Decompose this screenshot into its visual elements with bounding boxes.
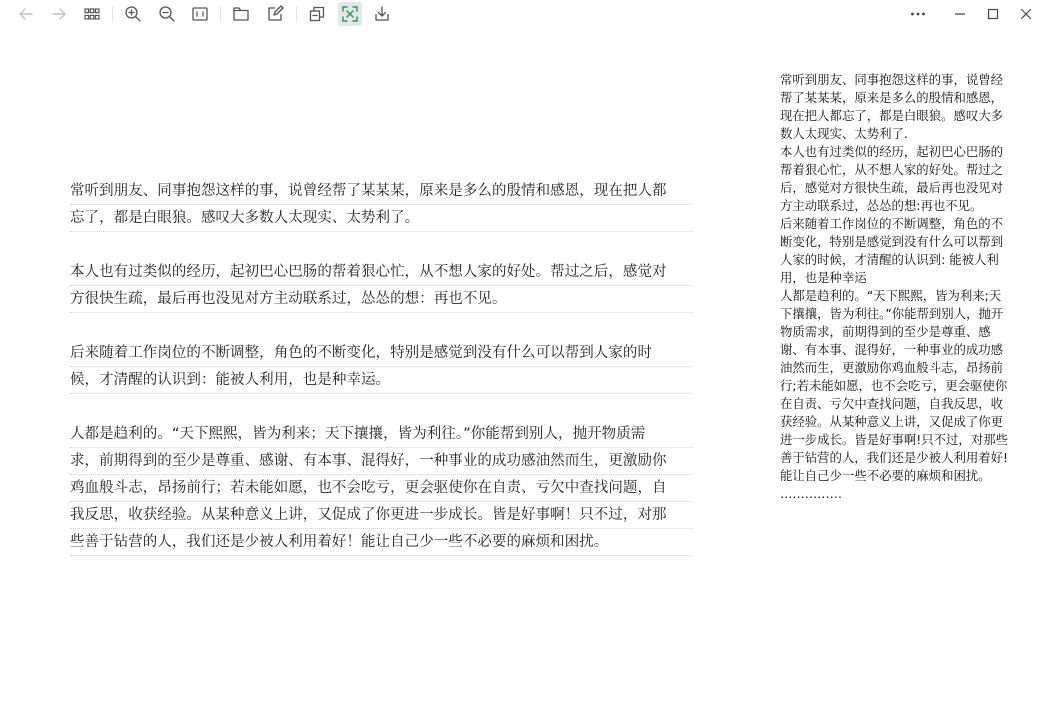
folder-icon[interactable] xyxy=(229,2,253,26)
preview-line: 后来随着工作岗位的不断调整，角色的不 xyxy=(780,216,1004,231)
fit-screen-icon[interactable] xyxy=(338,2,362,26)
zoom-out-icon[interactable] xyxy=(155,2,179,26)
edit-icon[interactable] xyxy=(263,2,287,26)
toolbar-divider xyxy=(296,6,297,22)
preview-pane xyxy=(780,71,1042,503)
paragraph xyxy=(70,421,692,556)
preview-line: …………… xyxy=(780,486,842,501)
grid-icon[interactable] xyxy=(80,2,104,26)
preview-line: 现在把人都忘了，都是白眼狼。感叹大多 xyxy=(780,108,1004,123)
text-line: 忘了，都是白眼狼。感叹大多数人太现实、太势利了。 xyxy=(70,205,692,232)
preview-line: 善于钻营的人，我们还是少被人利用着好! xyxy=(780,450,1008,465)
fit-width-icon[interactable] xyxy=(188,2,212,26)
toolbar-divider xyxy=(220,6,221,22)
preview-line: 后，感觉对方很快生疏，最后再也没见对 xyxy=(780,180,1004,195)
preview-line: 油然而生，更激励你鸡血般斗志，昂扬前 xyxy=(780,360,1004,375)
preview-line: 谢、有本事、混得好，一种事业的成功感 xyxy=(780,342,1004,357)
preview-line: 用，也是种幸运 xyxy=(780,270,867,285)
close-icon[interactable] xyxy=(1014,2,1038,26)
text-line: 后来随着工作岗位的不断调整，角色的不断变化，特别是感觉到没有什么可以帮到人家的时 xyxy=(70,340,692,367)
paragraph xyxy=(70,178,692,232)
preview-line: 常听到朋友、同事抱怨这样的事，说曾经 xyxy=(780,72,1004,87)
text-line: 方很快生疏，最后再也没见对方主动联系过，怂怂的想：再也不见。 xyxy=(70,286,692,313)
download-icon[interactable] xyxy=(370,2,394,26)
text-line: 我反思，收获经验。从某种意义上讲，又促成了你更进一步成长。皆是好事啊！只不过，对那 xyxy=(70,502,692,529)
preview-line: 帮了某某某，原来是多么的殷情和感恩， xyxy=(780,90,1004,105)
preview-line: 物质需求，前期得到的至少是尊重、感 xyxy=(780,324,991,339)
preview-line: 行;若未能如愿，也不会吃亏，更会驱使你 xyxy=(780,378,1008,393)
preview-line: 帮着狠心忙，从不想人家的好处。帮过之 xyxy=(780,162,1004,177)
preview-line: 本人也有过类似的经历，起初巴心巴肠的 xyxy=(780,144,1004,159)
text-line: 些善于钻营的人，我们还是少被人利用着好！能让自己少一些不必要的麻烦和困扰。 xyxy=(70,529,692,556)
more-icon[interactable] xyxy=(906,2,930,26)
preview-line: 人家的时候，才清醒的认识到: 能被人利 xyxy=(780,252,999,267)
minimize-icon[interactable] xyxy=(948,2,972,26)
back-icon[interactable] xyxy=(14,2,38,26)
preview-line: 能让自己少一些不必要的麻烦和困扰。 xyxy=(780,468,991,483)
text-line: 候，才清醒的认识到：能被人利用，也是种幸运。 xyxy=(70,367,692,394)
toolbar xyxy=(0,0,1050,28)
copy-icon[interactable] xyxy=(305,2,329,26)
text-line: 常听到朋友、同事抱怨这样的事，说曾经帮了某某某，原来是多么的殷情和感恩，现在把人都 xyxy=(70,178,692,205)
preview-line: 进一步成长。皆是好事啊!只不过，对那些 xyxy=(780,432,1008,447)
text-line: 本人也有过类似的经历，起初巴心巴肠的帮着狠心忙，从不想人家的好处。帮过之后，感觉对 xyxy=(70,259,692,286)
maximize-icon[interactable] xyxy=(981,2,1005,26)
document-text[interactable] xyxy=(70,178,692,583)
paragraph xyxy=(70,340,692,394)
preview-line: 下攘攘，皆为利往。”你能帮到别人，抛开 xyxy=(780,306,1004,321)
preview-line: 人都是趋利的。“天下熙熙，皆为利来;天 xyxy=(780,288,1002,303)
preview-line: 数人太现实、太势利了. xyxy=(780,126,908,141)
text-line: 求，前期得到的至少是尊重、感谢、有本事、混得好，一种事业的成功感油然而生，更激励你 xyxy=(70,448,692,475)
preview-line: 方主动联系过，怂怂的想:再也不见。 xyxy=(780,198,983,213)
preview-line: 在自责、亏欠中查找问题，自我反思，收 xyxy=(780,396,1004,411)
text-line: 鸡血般斗志，昂扬前行；若未能如愿，也不会吃亏，更会驱使你在自责、亏欠中查找问题，自 xyxy=(70,475,692,502)
preview-line: 获经验。从某种意义上讲，又促成了你更 xyxy=(780,414,1004,429)
preview-line: 断变化，特别是感觉到没有什么可以帮到 xyxy=(780,234,1004,249)
paragraph xyxy=(70,259,692,313)
zoom-in-icon[interactable] xyxy=(121,2,145,26)
forward-icon[interactable] xyxy=(47,2,71,26)
text-line: 人都是趋利的。“天下熙熙，皆为利来；天下攘攘，皆为利往。”你能帮到别人，抛开物质需 xyxy=(70,421,692,448)
toolbar-divider xyxy=(112,6,113,22)
